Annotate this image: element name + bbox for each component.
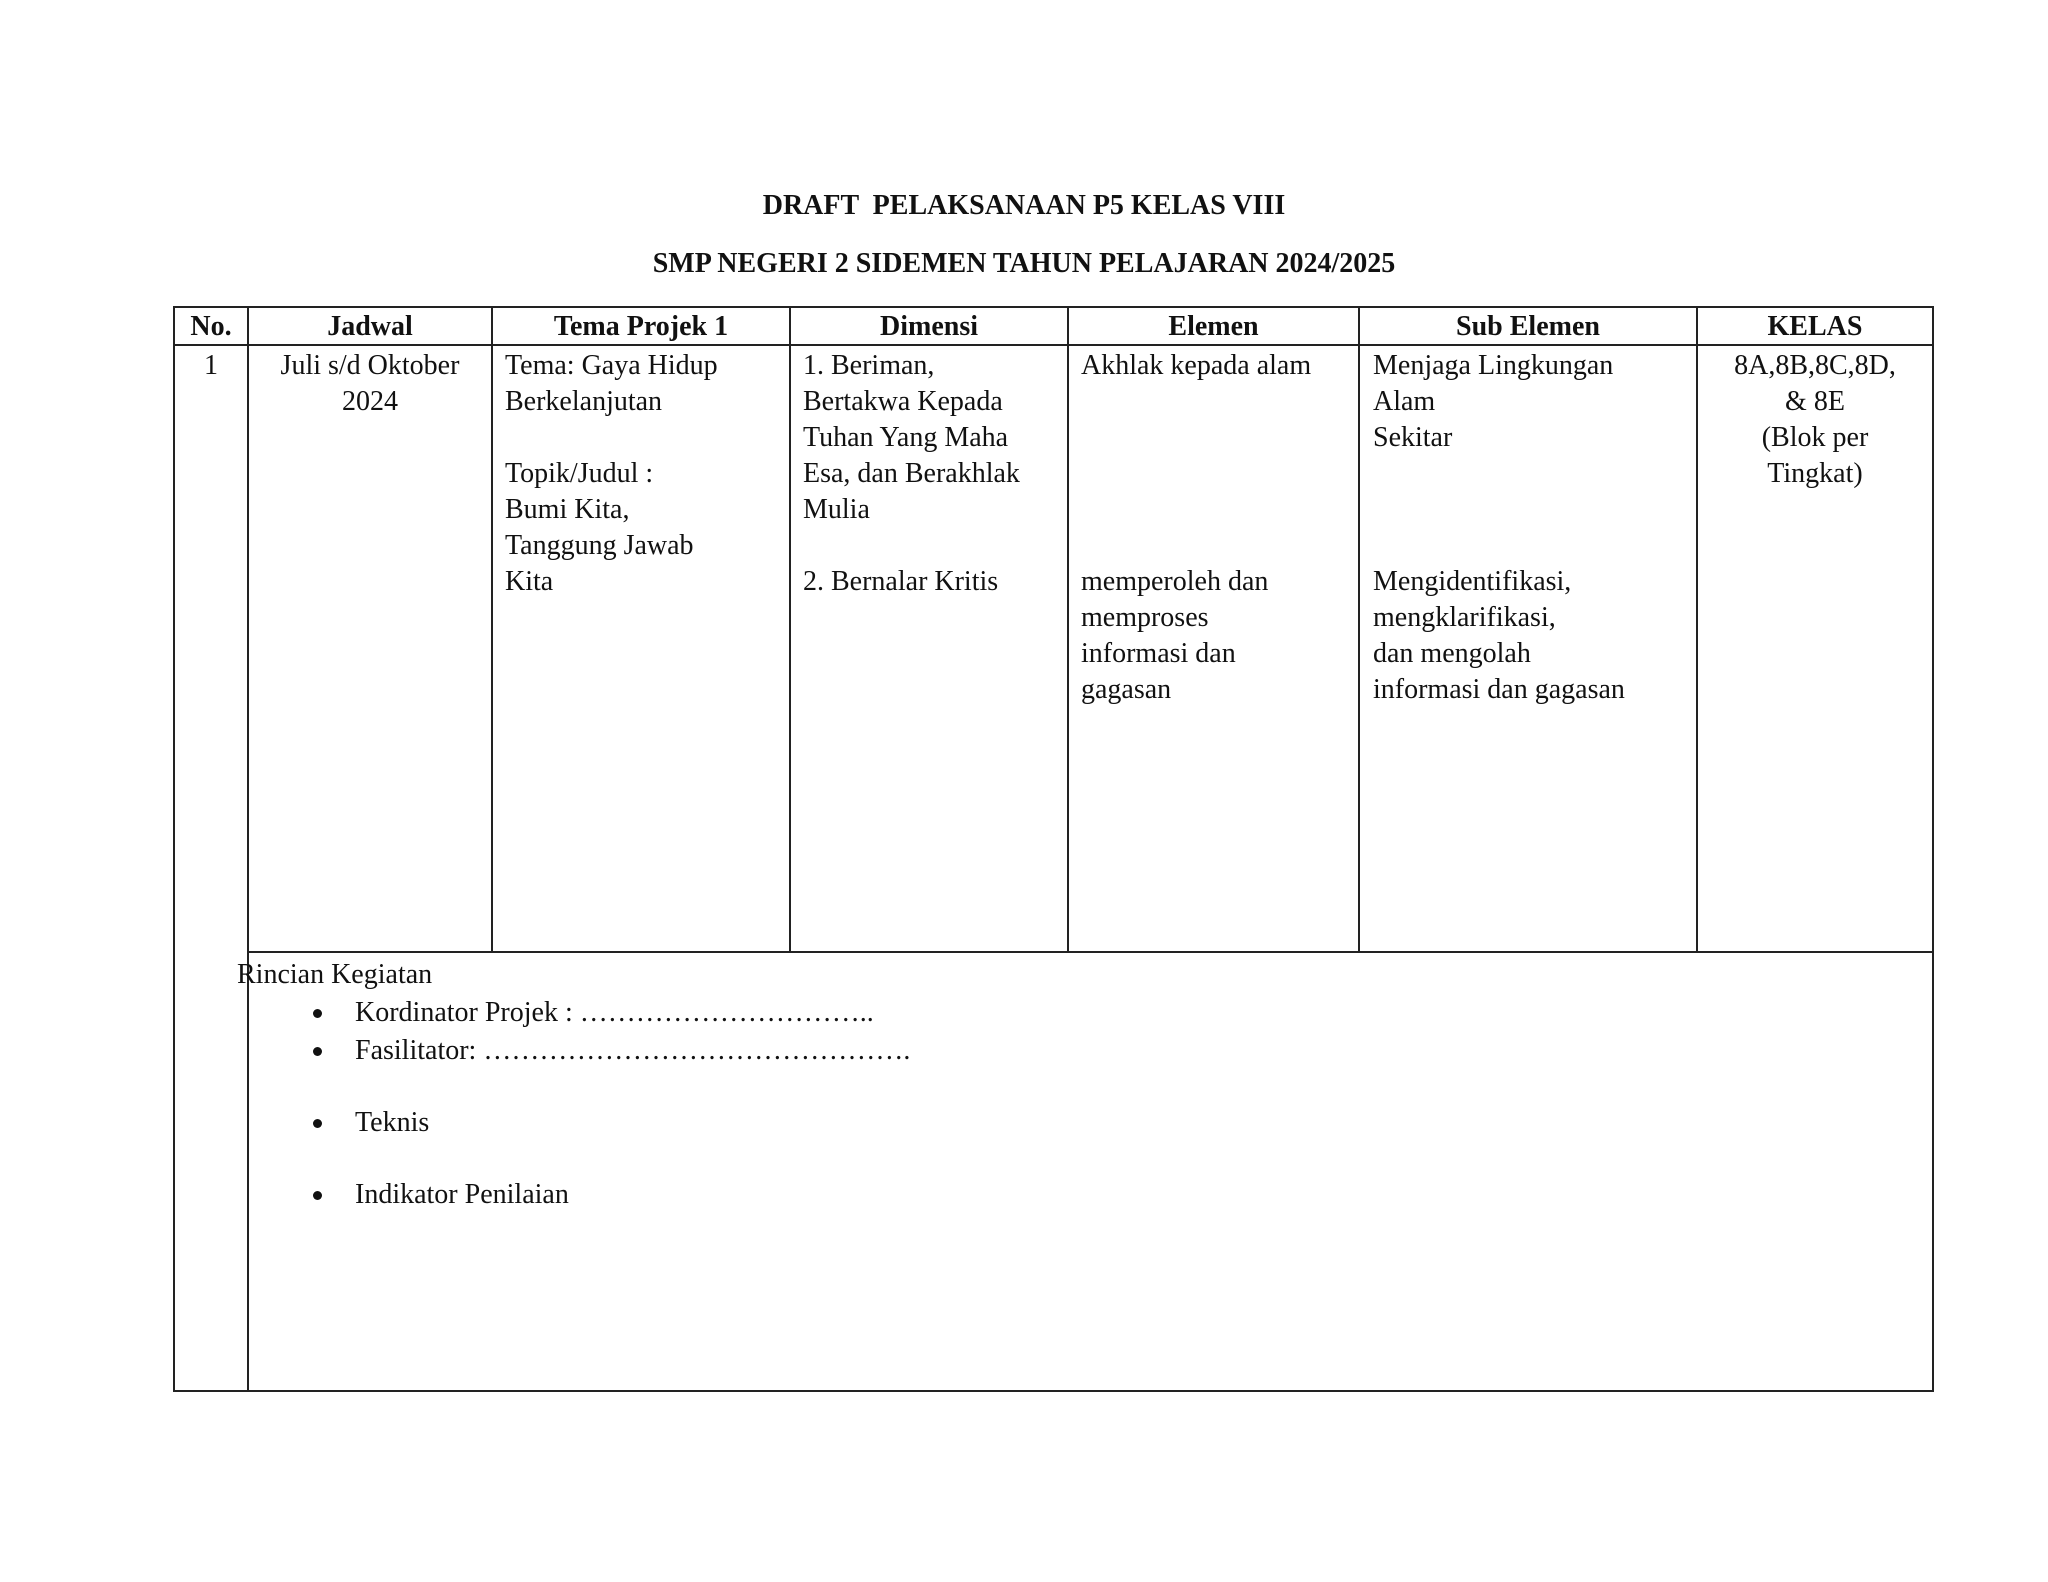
list-spacer <box>263 1142 910 1176</box>
document-title: DRAFT PELAKSANAAN P5 KELAS VIII <box>762 190 1286 221</box>
cell-dimensi-2: 2. Bernalar Kritis <box>803 566 999 597</box>
fasilitator-text: Fasilitator: ………………………………………. <box>355 1035 911 1066</box>
rincian-heading: Rincian Kegiatan <box>237 959 433 990</box>
details-divider <box>248 951 1932 953</box>
kordinator-projek-text: Kordinator Projek : ………………………….. <box>355 997 874 1028</box>
column-divider-dimensi <box>1067 308 1069 952</box>
document-subtitle: SMP NEGERI 2 SIDEMEN TAHUN PELAJARAN 2024/2025 <box>652 248 1396 279</box>
list-item <box>263 994 910 1032</box>
cell-tema-projek: Tema: Gaya Hidup Berkelanjutan Topik/Judul : Bumi Kita, Tanggung Jawab Kita <box>505 350 718 597</box>
p5-schedule-table <box>173 306 1934 1392</box>
bullet-icon <box>313 1009 322 1018</box>
header-jadwal: Jadwal <box>327 311 413 342</box>
header-no: No. <box>190 311 232 342</box>
header-elemen: Elemen <box>1168 311 1259 342</box>
rincian-kegiatan-section <box>237 956 911 1214</box>
cell-no: 1 <box>204 350 218 381</box>
cell-sub-elemen-2: Mengidentifikasi, mengklarifikasi, dan mengolah informasi dan gagasan <box>1373 566 1625 705</box>
column-divider-tema <box>789 308 791 952</box>
teknis-text: Teknis <box>355 1107 430 1138</box>
rincian-list <box>263 994 910 1214</box>
indikator-penilaian-text: Indikator Penilaian <box>355 1179 569 1210</box>
header-sub-elemen: Sub Elemen <box>1456 311 1600 342</box>
cell-elemen-1: Akhlak kepada alam <box>1081 350 1312 381</box>
header-divider <box>175 344 1932 346</box>
header-kelas: KELAS <box>1767 311 1863 342</box>
list-item <box>263 1104 910 1142</box>
bullet-icon <box>313 1119 322 1128</box>
list-item <box>263 1032 910 1070</box>
cell-dimensi-1: 1. Beriman, Bertakwa Kepada Tuhan Yang Maha Esa, dan Berakhlak Mulia <box>803 350 1020 525</box>
list-spacer <box>263 1070 910 1104</box>
cell-sub-elemen-1: Menjaga Lingkungan Alam Sekitar <box>1373 350 1614 453</box>
cell-elemen-2: memperoleh dan memproses informasi dan gagasan <box>1081 566 1269 705</box>
column-divider-jadwal <box>491 308 493 952</box>
header-dimensi: Dimensi <box>880 311 978 342</box>
bullet-icon <box>313 1191 322 1200</box>
header-tema-projek: Tema Projek 1 <box>553 311 729 342</box>
column-divider-elemen <box>1358 308 1360 952</box>
column-divider-no <box>247 308 249 1390</box>
bullet-icon <box>313 1047 322 1056</box>
cell-kelas: 8A,8B,8C,8D, & 8E (Blok per Tingkat) <box>1734 350 1896 489</box>
cell-jadwal: Juli s/d Oktober 2024 <box>280 350 460 417</box>
list-item <box>263 1176 910 1214</box>
